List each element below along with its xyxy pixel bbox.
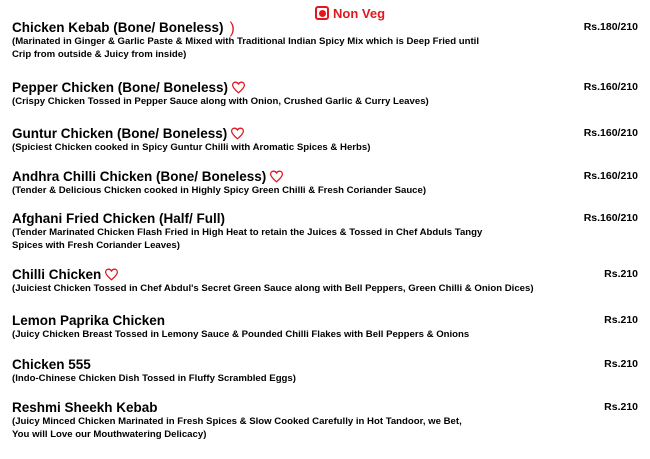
item-price: Rs.210: [604, 268, 638, 280]
item-name: Chilli Chicken: [12, 267, 102, 282]
item-description: (Juicy Chicken Breast Tossed in Lemony Sauce & Pounded Chilli Flakes with Bell Peppers & Onions: [12, 329, 470, 340]
menu-item-chilli-chicken: [12, 266, 638, 296]
item-name: Afghani Fried Chicken (Half/ Full): [12, 211, 226, 226]
heart-icon: [231, 81, 246, 94]
item-price: Rs.210: [604, 358, 638, 370]
item-price: Rs.160/210: [583, 212, 638, 224]
item-description: (Tender Marinated Chicken Flash Fried in High Heat to retain the Juices & Tossed in Chef Abduls Tangy Spices with Fresh Coriander Leaves): [12, 227, 483, 251]
item-name: Guntur Chicken (Bone/ Boneless): [12, 126, 228, 141]
item-price: Rs.160/210: [583, 127, 638, 139]
item-description: (Tender & Delicious Chicken cooked in Highly Spicy Green Chilli & Fresh Coriander Sauce): [12, 185, 427, 196]
menu-item-lemon-paprika-chicken: [12, 312, 638, 342]
item-price: Rs.210: [604, 401, 638, 413]
section-title: Non Veg: [333, 5, 386, 21]
heart-icon: [269, 170, 284, 183]
item-description: (Crispy Chicken Tossed in Pepper Sauce along with Onion, Crushed Garlic & Curry Leaves): [12, 96, 429, 107]
item-name: Andhra Chilli Chicken (Bone/ Boneless): [12, 169, 267, 184]
item-description: (Marinated in Ginger & Garlic Paste & Mixed with Traditional Indian Spicy Mix which is Deep Fried until Crip from outside & Juicy from inside): [12, 36, 479, 60]
item-price: Rs.160/210: [583, 170, 638, 182]
item-description: (Juicy Minced Chicken Marinated in Fresh Spices & Slow Cooked Carefully in Hot Tandoor, we Bet, You will Love our Mouthwatering Delicacy): [12, 416, 462, 440]
menu-item-andhra-chilli-chicken: [12, 168, 638, 198]
item-description: (Indo-Chinese Chicken Dish Tossed in Fluffy Scrambled Eggs): [12, 373, 296, 384]
item-price: Rs.210: [604, 314, 638, 326]
item-description: (Spiciest Chicken cooked in Spicy Guntur Chilli with Aromatic Spices & Herbs): [12, 142, 371, 153]
menu-item-chicken-kebab: [12, 19, 638, 61]
item-name: Chicken Kebab (Bone/ Boneless): [12, 20, 224, 35]
heart-icon: [104, 268, 119, 281]
item-description: (Juiciest Chicken Tossed in Chef Abdul's Secret Green Sauce along with Bell Peppers, Green Chilli & Onion Dices): [12, 283, 534, 294]
item-name: Lemon Paprika Chicken: [12, 313, 166, 328]
menu-item-afghani-fried-chicken: [12, 210, 638, 252]
menu-item-chicken-555: [12, 356, 638, 386]
item-price: Rs.160/210: [583, 81, 638, 93]
item-name: Chicken 555: [12, 357, 91, 372]
menu-item-pepper-chicken: [12, 79, 638, 109]
paren-mark-icon: ): [229, 19, 235, 37]
item-name: Reshmi Sheekh Kebab: [12, 400, 158, 415]
menu-item-guntur-chicken: [12, 125, 638, 155]
item-price: Rs.180/210: [583, 21, 638, 33]
heart-icon: [230, 127, 245, 140]
non-veg-icon: [315, 6, 329, 20]
menu-item-reshmi-sheekh-kebab: [12, 399, 638, 441]
item-name: Pepper Chicken (Bone/ Boneless): [12, 80, 229, 95]
